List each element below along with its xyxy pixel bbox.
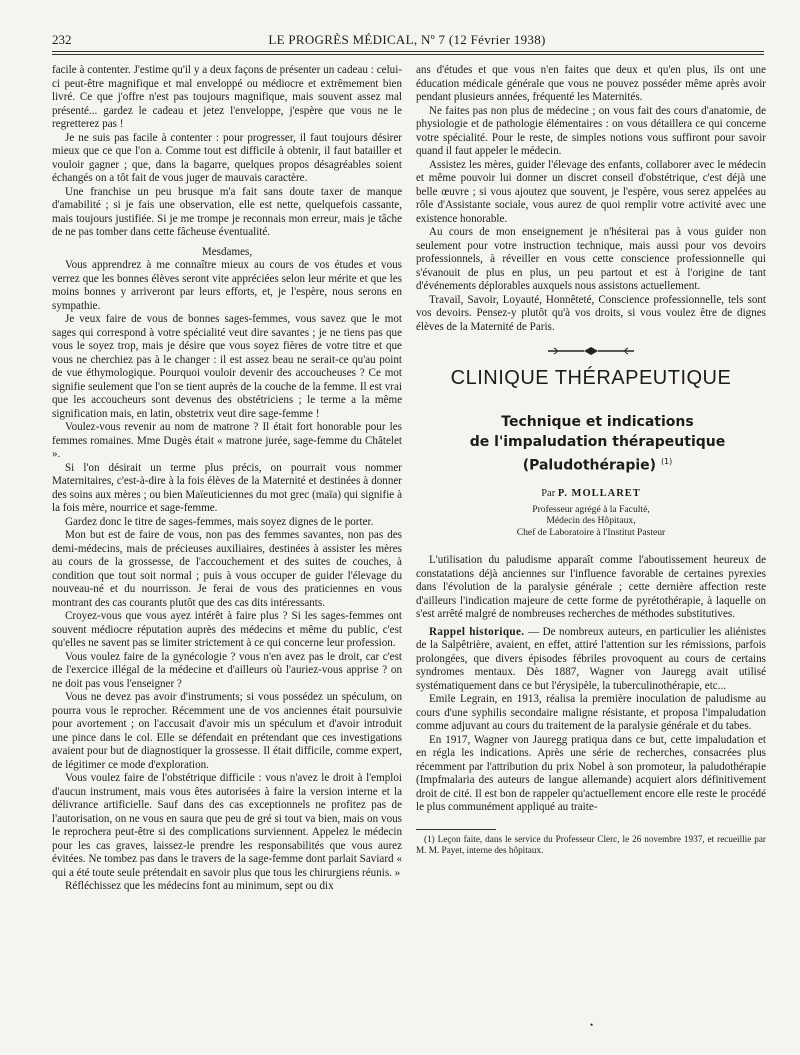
paragraph: Vous ne devez pas avoir d'instruments; si vous possédez un spéculum, on pourra vous le reprocher. Récemment une de vos anciennes était poursuivie pour avortement ; on l'accusait d'avoir mis un spéculum et d'avoir introduit une pince dans le col. Elle se défendait en prétendant que ces investigations avaient pour but de diagnostiquer la grossesse. Il était difficile, comme expert, de légitimer ce mode d'exploration.: [52, 691, 402, 771]
paragraph: Voulez-vous revenir au nom de matrone ? Il était fort honorable pour les femmes romaines. Mme Dugès était « matrone jurée, sage-femme du Châtelet ».: [52, 421, 402, 460]
article-title-subtitle: (Paludothérapie): [522, 457, 657, 474]
article-title-line-3: [416, 452, 766, 476]
footnote-marker: (1): [660, 456, 673, 466]
section-separator: [416, 344, 766, 358]
paragraph: facile à contenter. J'estime qu'il y a deux façons de présenter un cadeau : celui-ci peut-être magnifique et mal enveloppé ou médiocre et extrêmement bien livré. Ce que j'offre n'est pas toujours magnifique, mais souvent assez mal présenté... gardez le cadeau et jetez l'enveloppe, j'espère que vous ne le regretterez pas !: [52, 64, 402, 130]
footnote-rule: [416, 829, 496, 830]
article-title-line-1: Technique et indications: [501, 413, 694, 430]
section-title: CLINIQUE THÉRAPEUTIQUE: [450, 367, 732, 389]
affiliation-line: Chef de Laboratoire à l'Institut Pasteur: [516, 526, 666, 538]
run-in-heading: Rappel historique.: [429, 625, 525, 638]
page-header: [52, 32, 762, 52]
author-affiliation: [416, 504, 766, 539]
paragraph: Une franchise un peu brusque m'a fait sans doute taxer de manque d'amabilité ; si je fais une observation, elle est nette, quelquefois cassante, mais toujours justifiée. Si je me trompe je reconnais mon erreur, mais je tâche de ne pas tomber dans cette fâcheuse éventualité.: [52, 185, 402, 238]
paragraph: Travail, Savoir, Loyauté, Honnêteté, Conscience professionnelle, tels sont vos devoirs. Pensez-y plutôt qu'à vos droits, si vous voulez être de dignes élèves de la Maternité de Paris.: [416, 293, 766, 333]
paragraph: Vous voulez faire de la gynécologie ? vous n'en avez pas le droit, car c'est de l'exercice illégal de la médecine et d'ailleurs où l'auriez-vous apprise ? on ne doit pas vous l'enseigner ?: [52, 650, 402, 690]
header-rule: [52, 51, 764, 52]
paragraph: Réfléchissez que les médecins font au minimum, sept ou dix: [65, 880, 334, 892]
paragraph: Croyez-vous que vous ayez intérêt à faire plus ? Si les sages-femmes ont souvent médiocre réputation auprès des médecins et même du public, c'est qu'elles ne savent pas se limiter strictement à ce qui concerne leur profession.: [52, 610, 402, 649]
paragraph: Gardez donc le titre de sages-femmes, mais soyez dignes de le porter.: [65, 515, 374, 528]
affiliation-line: Médecin des Hôpitaux,: [546, 515, 636, 527]
ornament-icon: [546, 344, 636, 358]
article-title-line-2: de l'impaludation thérapeutique: [469, 433, 726, 450]
paragraph: Vous apprendrez à me connaître mieux au cours de vos études et vous verrez que les bonnes élèves seront vite appréciées selon leur mérite et que les moins bonnes y arriveront par leurs efforts, et, je l'espère, nous serons en sympathie.: [52, 259, 402, 312]
paragraph: ans d'études et que vous n'en faites que deux et qu'en plus, ils ont une éducation médicale générale que vous ne pouvez posséder même après avoir pendant plusieurs années, fréquenté les Maternités.: [416, 64, 766, 103]
footnote: (1) Leçon faite, dans le service du Professeur Clerc, le 26 novembre 1937, et recueillie par M. M. Payet, interne des hôpitaux.: [416, 833, 766, 855]
article-body: [416, 554, 766, 815]
byline-prefix: Par: [541, 488, 556, 500]
paragraph: Je veux faire de vous de bonnes sages-femmes, vous savez que le mot sages qui correspond à votre spécialité veut dire savantes ; je ne tiens pas que vous le soyez trop, mais je désire que vous soyez fières de votre titre et que vous ne cherchiez pas à le changer : il est assez beau ne serait-ce qu'au point de vue éthymologique. Pourquoi vouloir devenir des accoucheuses ? Ce mot signifie seulement que l'on se tient auprès de la couche de la femme. Il est vrai que les accoucheurs sont devenus des obstétriciens ; le terme a la même signification mais, en latin, obstetrix veut dire sage-femme !: [52, 313, 402, 420]
running-title: LE PROGRÈS MÉDICAL, Nº 7 (12 Février 1938): [268, 32, 546, 47]
paragraph: Assistez les mères, guider l'élevage des enfants, collaborer avec le médecin et même pouvoir lui donner un discret conseil d'obstétrique, c'est déjà une belle œuvre ; si vous ajoutez que souvent, je l'espère, vous serez appelées au rôle d'Assistante sociale, vous aurez de quoi remplir votre activité avec une existence honorable.: [416, 158, 766, 225]
paragraph: [416, 626, 766, 694]
paragraph: L'utilisation du paludisme apparaît comme l'aboutissement heureux de constatations déjà anciennes sur l'influence favorable de certaines pyrexies dans l'évolution de la paralysie générale ; cette dernière affection reste d'ailleurs l'indication majeure de cette forme de pyrétothérapie, à laquelle on s'est arrêté malgré de nombreuses recherches de méthodes substitutives.: [416, 554, 766, 621]
paragraph-text: — De nombreux auteurs, en particulier les aliénistes de la Salpêtrière, avaient, en effet, attiré l'attention sur les rémissions, parfois prolongées, que divers épisodes fébriles provoquent au cours de certains syndromes mentaux. Dès 1887, Wagner von Jauregg avait utilisé systématiquement dans ce but l'érysipèle, la tuberculinothérapie, etc...: [416, 625, 766, 692]
affiliation-line: Professeur agrégé à la Faculté,: [532, 503, 650, 515]
paragraph: Si l'on désirait un terme plus précis, on pourrait vous nommer Maternitaires, c'est-à-dire à la fois élèves de la Maternité et destinées à donner des soins aux mères ; ou bien Maïeuticiennes du mot grec (maïa) qui signifie à la fois mère, nourrice et sage-femme.: [52, 461, 402, 514]
page-mark: •: [590, 1020, 594, 1030]
paragraph: Vous voulez faire de l'obstétrique difficile : vous n'avez le droit à l'emploi d'aucun instrument, mais vous êtes autorisées à faire la version interne et la délivrance artificielle. Sauf dans des cas exceptionnels ne profitez pas de l'autorisation, on ne vous en saura que peu de gré si tout va bien, mais on vous le reprochera peut-être si des complications surviennent. Appelez le médecin pour les cas graves, laissez-le prendre les responsabilités que vous aurez évitées. Ne tombez pas dans le travers de la sage-femme dont parlait Saviard « qui a été toute seule prétendait en savoir plus que tous les chirurgiens réunis. »: [52, 772, 402, 879]
page-number: 232: [52, 32, 72, 47]
left-column: [52, 64, 402, 894]
author-name: P. MOLLARET: [557, 488, 641, 500]
paragraph: En 1917, Wagner von Jauregg pratiqua dans ce but, cette impaludation et en régla les indications. Après une série de recherches, consacrées plus récemment par l'attribution du prix Nobel à son promoteur, la paludothérapie (Impfmalaria des auteurs de langue allemande) acquiert alors définitivement droit de cité. Il est bon de rappeler qu'actuellement encore elle reste le procédé le plus communément appliqué au traite-: [416, 733, 766, 814]
paragraph: Mon but est de faire de vous, non pas des femmes savantes, non pas des demi-médecins, mais de précieuses auxiliaires, destinées à assister les mères au cours de la grossesse, de l'accouchement et des suites de couches, à condition que tout soit normal ; puis à vous occuper de guider l'élevage du nouveau-né et du nourrisson. Je ferai de vous des praticiennes en vous montrant des cas courants plutôt que des cas dits intéressants.: [52, 529, 402, 609]
paragraph: Emile Legrain, en 1913, réalisa la première inoculation de paludisme au cours d'une syphilis secondaire maligne résistante, et proposa l'impaludation comme adjuvant au cours du traitement de la paralysie générale et du tabes.: [416, 693, 766, 733]
right-column: [416, 64, 766, 856]
header-rule-double: [52, 54, 764, 55]
paragraph: Au cours de mon enseignement je n'hésiterai pas à vous guider non seulement pour votre instruction technique, mais aussi pour vos devoirs professionnels, à réveiller en vous cette conscience professionnelle qui s'évanouit de plus en plus, un peu partout et est à l'origine de tant d'événements déplorables auxquels nous assistons actuellement.: [416, 226, 766, 292]
byline: [416, 487, 766, 501]
paragraph: Mesdames,: [201, 245, 253, 258]
right-column-text: [416, 64, 766, 334]
paragraph: Ne faites pas non plus de médecine ; on vous fait des cours d'anatomie, de physiologie et de pathologie élémentaires : on vous détaillera ce qui concerne votre spécialité. Pour le reste, de simples notions vous suffiront pour savoir quand il faut appeler le médecin.: [416, 104, 766, 157]
paragraph: Je ne suis pas facile à contenter : pour progresser, il faut toujours désirer mieux que ce que l'on a. Comme tout est difficile à obtenir, il faut batailler et vouloir gagner ; que, dans la bagarre, quelques propos désagréables soient échangés on a tôt fait de vous juger de mauvais caractère.: [52, 131, 402, 184]
